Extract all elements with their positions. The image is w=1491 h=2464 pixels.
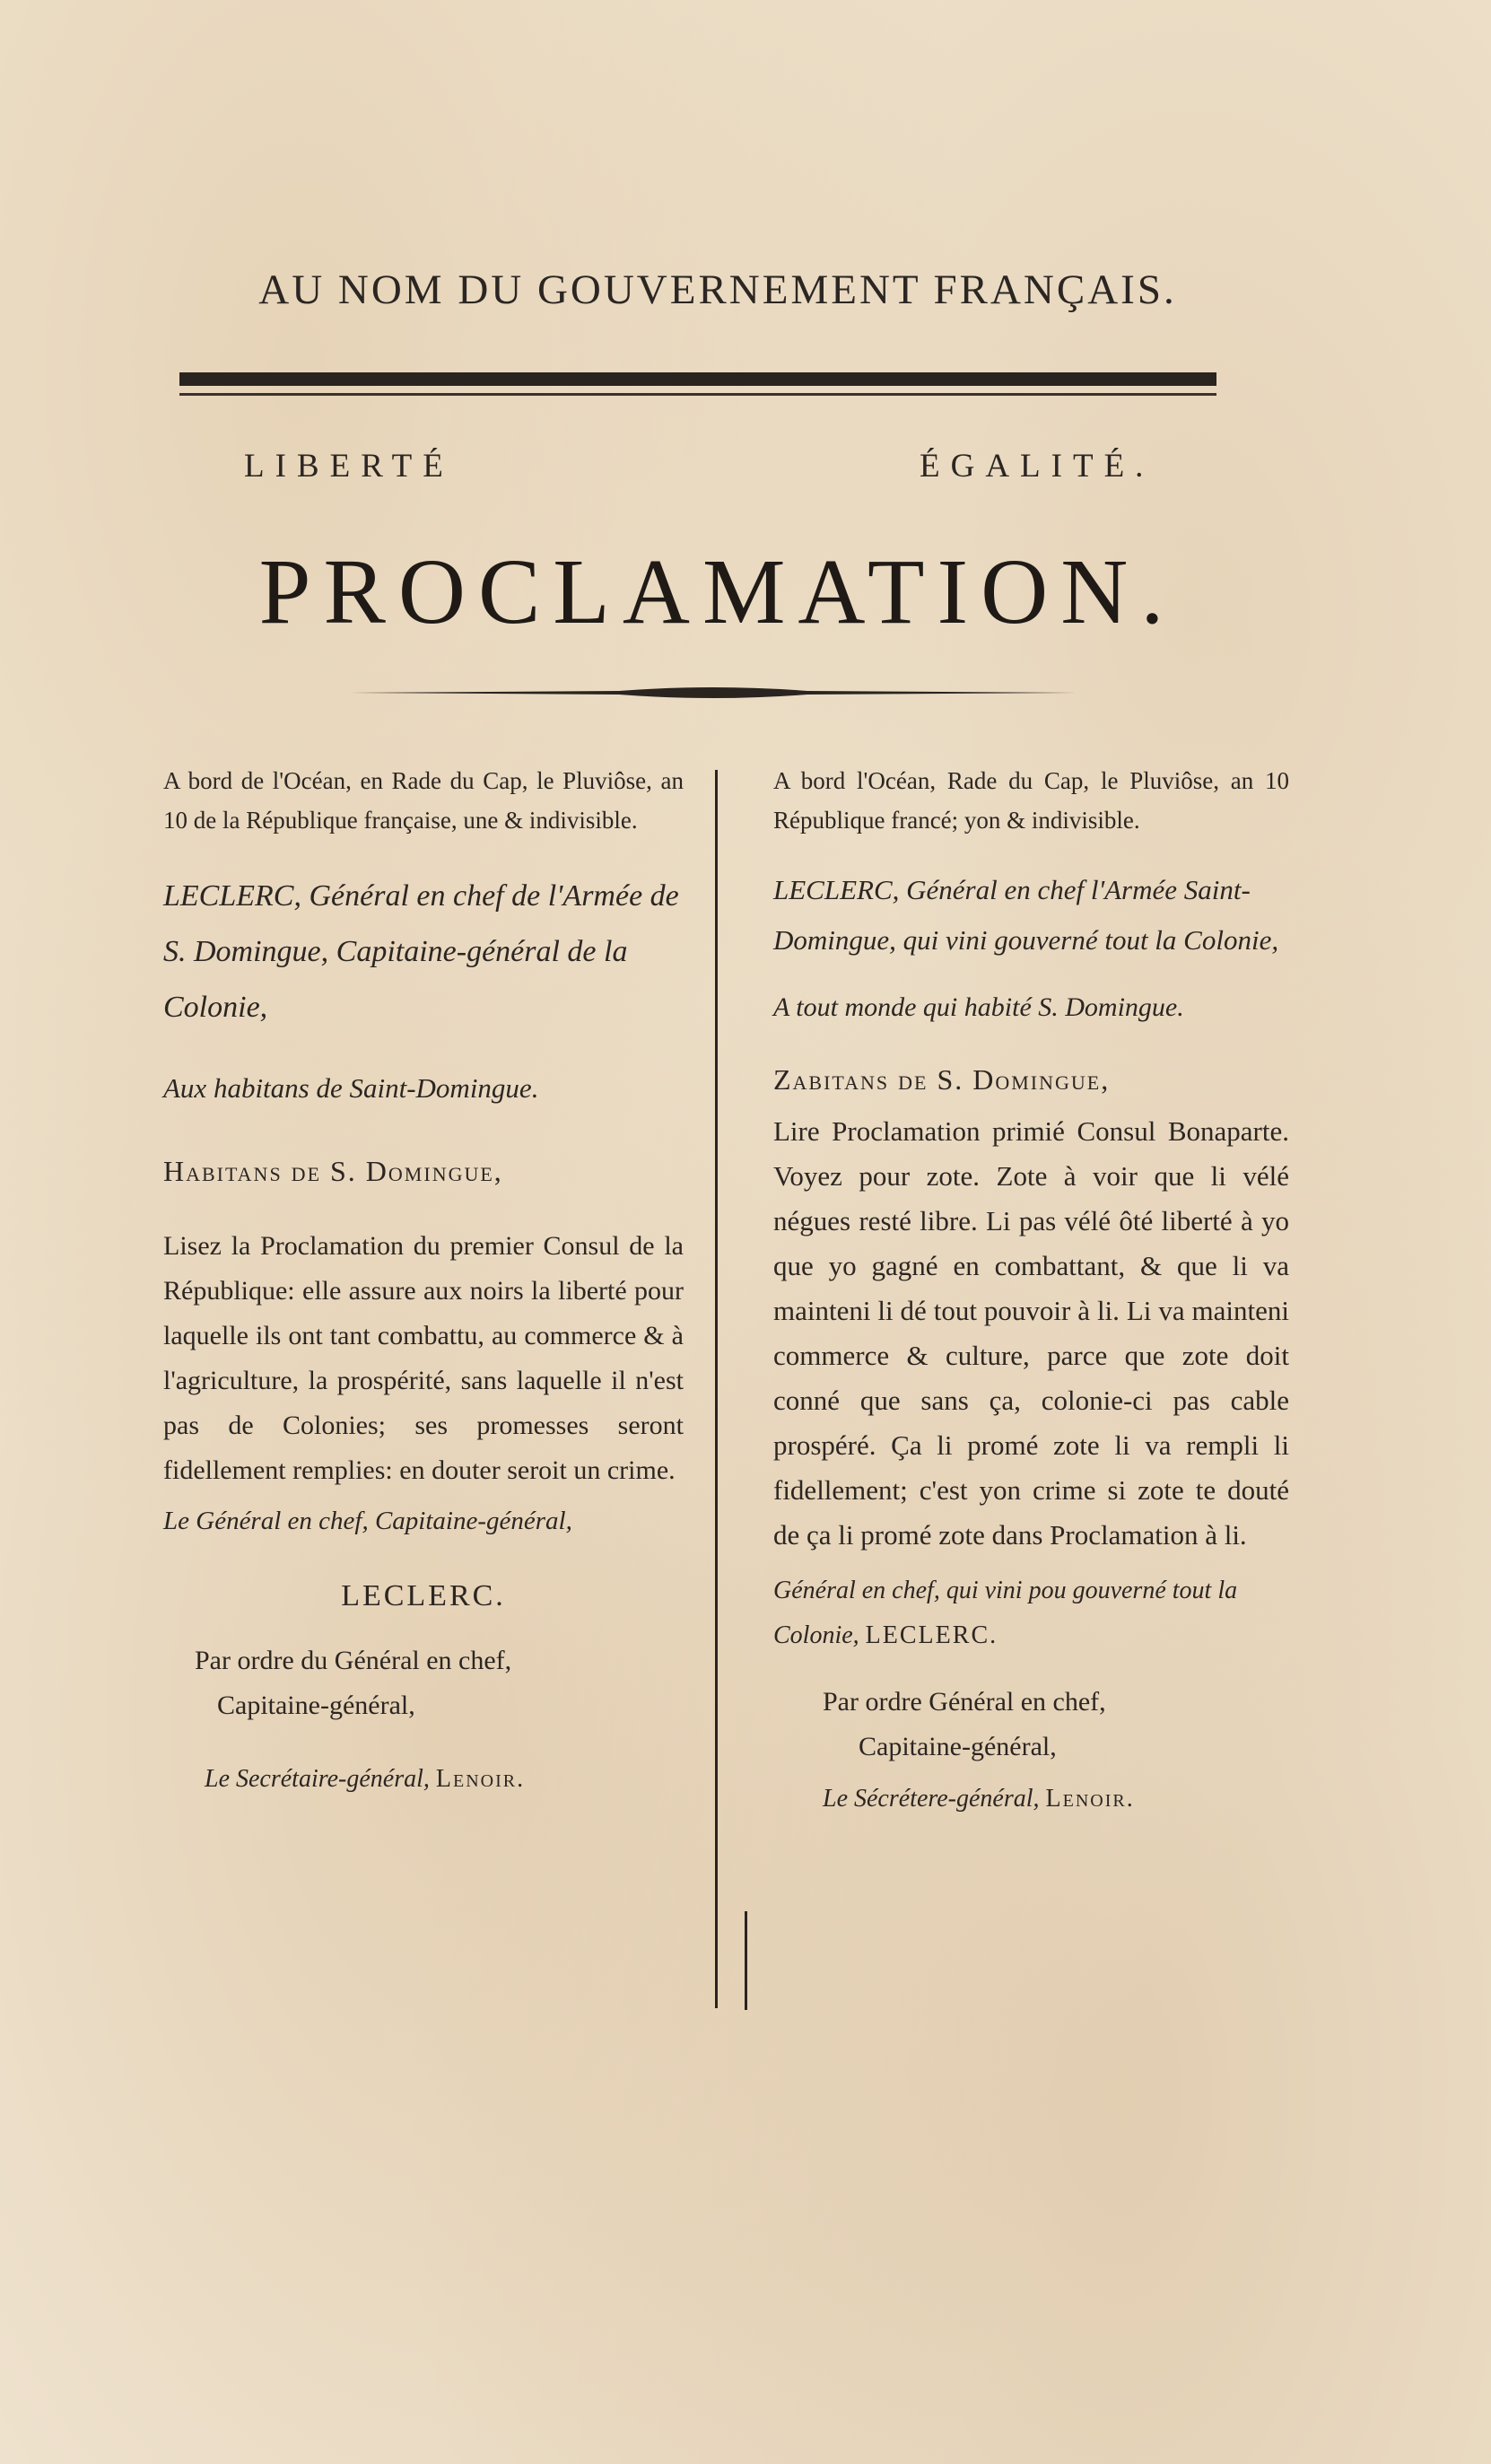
creole-issuer: LECLERC, Général en chef l'Armée Saint-Domingue, qui vini gouverné tout la Colonie, bbox=[773, 874, 1279, 956]
creole-dateline: A bord l'Océan, Rade du Cap, le Pluviôse, an 10 République francé; yon & indivisible. bbox=[773, 767, 1289, 834]
french-order-line2: Capitaine-général, bbox=[217, 1691, 415, 1720]
french-issuer: LECLERC, Général en chef de l'Armée de S. Domingue, Capitaine-général de la Colonie, bbox=[163, 879, 679, 1024]
column-divider bbox=[715, 770, 718, 2008]
french-signoff: Le Général en chef, Capitaine-général, bbox=[163, 1507, 572, 1535]
creole-signoff-text: Général en chef, qui vini pou gouverné tout la Colonie, bbox=[773, 1577, 1238, 1649]
creole-salutation: Zabitans de S. Domingue, bbox=[773, 1063, 1111, 1096]
creole-order-line2: Capitaine-général, bbox=[859, 1732, 1057, 1761]
column-divider-lower bbox=[745, 1911, 747, 2010]
motto-liberte: LIBERTÉ bbox=[244, 448, 454, 485]
creole-column bbox=[773, 761, 1289, 1822]
creole-signoff bbox=[773, 1568, 1289, 1658]
french-order-line1: Par ordre du Général en chef, bbox=[195, 1646, 512, 1675]
french-signature: LECLERC. bbox=[341, 1579, 506, 1612]
french-column bbox=[163, 761, 684, 1802]
government-heading: AU NOM DU GOUVERNEMENT FRANÇAIS. bbox=[258, 266, 1177, 313]
document-title: PROCLAMATION. bbox=[258, 540, 1177, 643]
creole-secretary-label: Le Sécrétere-général, bbox=[823, 1785, 1040, 1813]
french-audience: Aux habitans de Saint-Domingue. bbox=[163, 1072, 539, 1104]
title-divider bbox=[350, 682, 1077, 703]
creole-secretary-name: Lenoir. bbox=[1045, 1785, 1135, 1813]
french-salutation: Habitans de S. Domingue, bbox=[163, 1155, 503, 1187]
creole-signature: LECLERC. bbox=[865, 1621, 998, 1649]
heading-rule-thin bbox=[179, 393, 1216, 396]
motto-egalite: ÉGALITÉ. bbox=[920, 448, 1155, 485]
creole-body: Lire Proclamation primié Consul Bonaparte. Voyez pour zote. Zote à voir que li vélé négues resté libre. Li pas vélé ôté liberté à yo que yo gagné en combattant, & que li va mainteni li dé tout pouvoir à li. Li va mainteni commerce & culture, parce que zote doit conné que sans ça, colonie-ci pas cable prospéré. Ça li promé zote li va rempli li fidellement; c'est yon crime si zote te douté de ça li promé zote dans Proclamation à li. bbox=[773, 1115, 1289, 1551]
french-dateline: A bord de l'Océan, en Rade du Cap, le Pluviôse, an 10 de la République française, une & indivisible. bbox=[163, 767, 684, 834]
french-body: Lisez la Proclamation du premier Consul de la République: elle assure aux noirs la liberté pour laquelle ils ont tant combattu, au commerce & à l'agriculture, la prospérité, sans laquelle il n'est pas de Colonies; ses promesses seront fidellement remplies: en douter seroit un crime. bbox=[163, 1231, 684, 1485]
creole-order-line1: Par ordre Général en chef, bbox=[823, 1687, 1106, 1717]
french-secretary bbox=[163, 1757, 684, 1802]
creole-audience: A tout monde qui habité S. Domingue. bbox=[773, 992, 1184, 1022]
heading-rule-thick bbox=[179, 372, 1216, 386]
french-secretary-name: Lenoir. bbox=[435, 1765, 526, 1793]
french-secretary-label: Le Secrétaire-général, bbox=[205, 1765, 430, 1793]
creole-secretary bbox=[773, 1777, 1289, 1822]
